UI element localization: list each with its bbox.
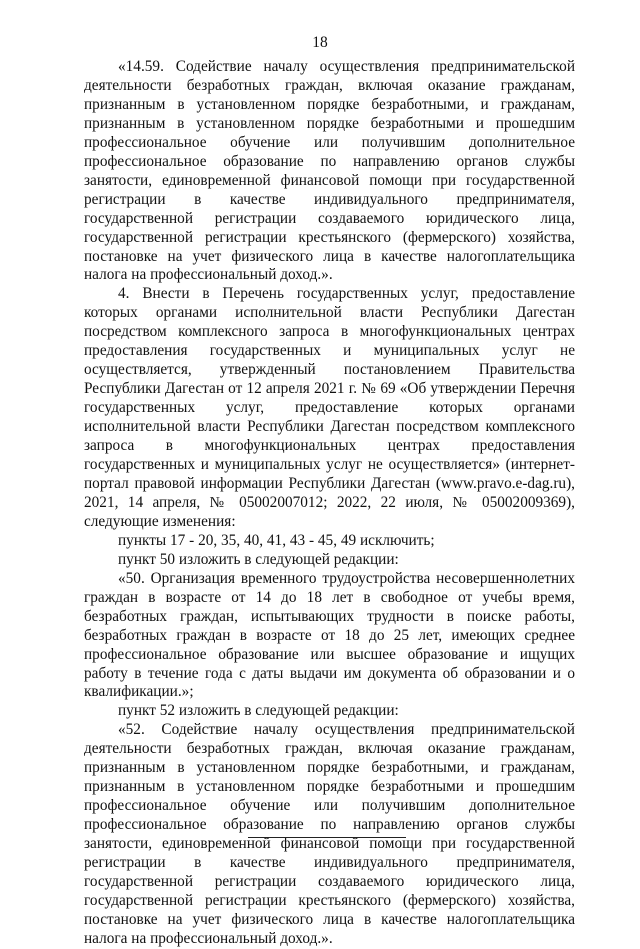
paragraph-item-50-intro: пункт 50 изложить в следующей редакции: [118, 550, 399, 568]
paragraph-item-52-intro: пункт 52 изложить в следующей редакции: [118, 702, 399, 720]
paragraph-14-59-quote: «14.59. Содействие началу осуществления предпринимательской деятельности безработных граждан, включая оказание гражданам, признанным в установленном порядке безработными, и гражданам, признанным в установленном порядке безработными и прошедшим профессиональное обучение или получившим дополнительное профессиональное образование по направлению органов службы занятости, единовременной финансовой помощи при государственной регистрации в качестве индивидуального предпринимателя, государственной регистрации создаваемого юридического лица, государственной регистрации крестьянского (фермерского) хозяйства, постановке на учет физического лица в качестве налогоплательщика налога на профессиональный доход.». [84, 58, 575, 284]
paragraph-item-50-text: «50. Организация временного трудоустройства несовершеннолетних граждан в возрасте от 14 до 18 лет в свободное от учебы время, безработных граждан, испытывающих трудности в поиске работы, безработных граждан в возрасте от 18 до 25 лет, имеющих среднее профессиональное образование или высшее образование и ищущих работу в течение года с даты выдачи им документа об образовании и о квалификации.»; [84, 569, 575, 701]
paragraph-item-4: 4. Внести в Перечень государственных услуг, предоставление которых органами исполнительной власти Республики Дагестан посредством комплексного запроса в многофункциональных центрах предоставления государственных и муниципальных услуг не осуществляется, утвержденный постановлением Правительства Республики Дагестан от 12 апреля 2021 г. № 69 «Об утверждении Перечня государственных услуг, предоставление которых органами исполнительной власти Республики Дагестан посредством комплексного запроса в многофункциональных центрах предоставления государственных и муниципальных услуг не осуществляется» (интернет-портал правовой информации Республики Дагестан (www.pravo.e-dag.ru), 2021, 14 апреля, № 05002007012; 2022, 22 июля, № 05002009369), следующие изменения: [84, 285, 575, 530]
paragraph-item-52-text: «52. Содействие началу осуществления предпринимательской деятельности безработных граждан, включая оказание гражданам, признанным в установленном порядке безработными, и гражданам, признанным в установленном порядке безработными и прошедшим профессиональное обучение или получившим дополнительное профессиональное образование по направлению органов службы занятости, единовременной финансовой помощи при государственной регистрации в качестве индивидуального предпринимателя, государственной регистрации создаваемого юридического лица, государственной регистрации крестьянского (фермерского) хозяйства, постановке на учет физического лица в качестве налогоплательщика налога на профессиональный доход.». [84, 721, 575, 947]
document-body [84, 58, 575, 949]
end-separator-line [248, 837, 406, 838]
paragraph-exclude-items: пункты 17 - 20, 35, 40, 41, 43 - 45, 49 исключить; [118, 531, 435, 549]
page-number: 18 [312, 34, 328, 51]
